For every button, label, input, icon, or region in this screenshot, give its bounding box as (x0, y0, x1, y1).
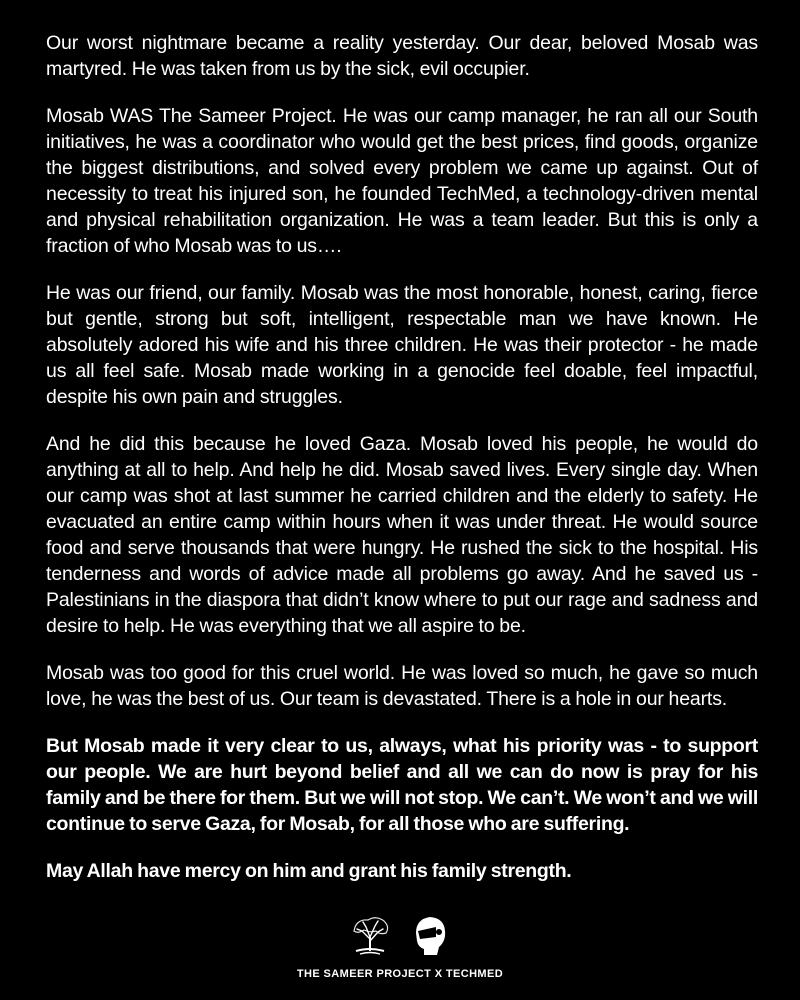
techmed-head-logo-icon (406, 911, 454, 959)
paragraph-bold-2: May Allah have mercy on him and grant his family strength. (46, 860, 572, 882)
paragraph-1: Our worst nightmare became a reality yesterday. Our dear, beloved Mosab was martyred. He was taken from us by the sick, evil occupier. (46, 32, 758, 80)
statement-body (46, 30, 758, 905)
footer (0, 910, 800, 980)
footer-caption: THE SAMEER PROJECT X TECHMED (296, 968, 504, 980)
paragraph-5: Mosab was too good for this cruel world. He was loved so much, he gave so much love, he was the best of us. Our team is devastated. There is a hole in our hearts. (46, 662, 758, 710)
tree-logo-icon (346, 911, 394, 959)
paragraph-2: Mosab WAS The Sameer Project. He was our camp manager, he ran all our South initiatives, he was a coordinator who would get the best prices, find goods, organize the biggest distributions, and solved every problem we came up against. Out of necessity to treat his injured son, he founded TechMed, a technology-driven mental and physical rehabilitation organization. He was a team leader. But this is only a fraction of who Mosab was to us…. (46, 105, 758, 257)
paragraph-3: He was our friend, our family. Mosab was the most honorable, honest, caring, fierce but gentle, strong but soft, intelligent, respectable man we have known. He absolutely adored his wife and his three children. He was their protector - he made us all feel safe. Mosab made working in a genocide feel doable, feel impactful, despite his own pain and struggles. (46, 282, 758, 408)
paragraph-bold-1: But Mosab made it very clear to us, always, what his priority was - to support our people. We are hurt beyond belief and all we can do now is pray for his family and be there for them. But we will not stop. We can’t. We won’t and we will continue to serve Gaza, for Mosab, for all those who are suffering. (46, 735, 758, 835)
footer-logos (0, 910, 800, 960)
paragraph-4: And he did this because he loved Gaza. Mosab loved his people, he would do anything at all to help. And help he did. Mosab saved lives. Every single day. When our camp was shot at last summer he carried children and the elderly to safety. He evacuated an entire camp within hours when it was under threat. He would source food and serve thousands that were hungry. He rushed the sick to the hospital. His tenderness and words of advice made all problems go away. And he saved us - Palestinians in the diaspora that didn’t know where to put our rage and sadness and desire to help. He was everything that we all aspire to be. (46, 433, 758, 637)
